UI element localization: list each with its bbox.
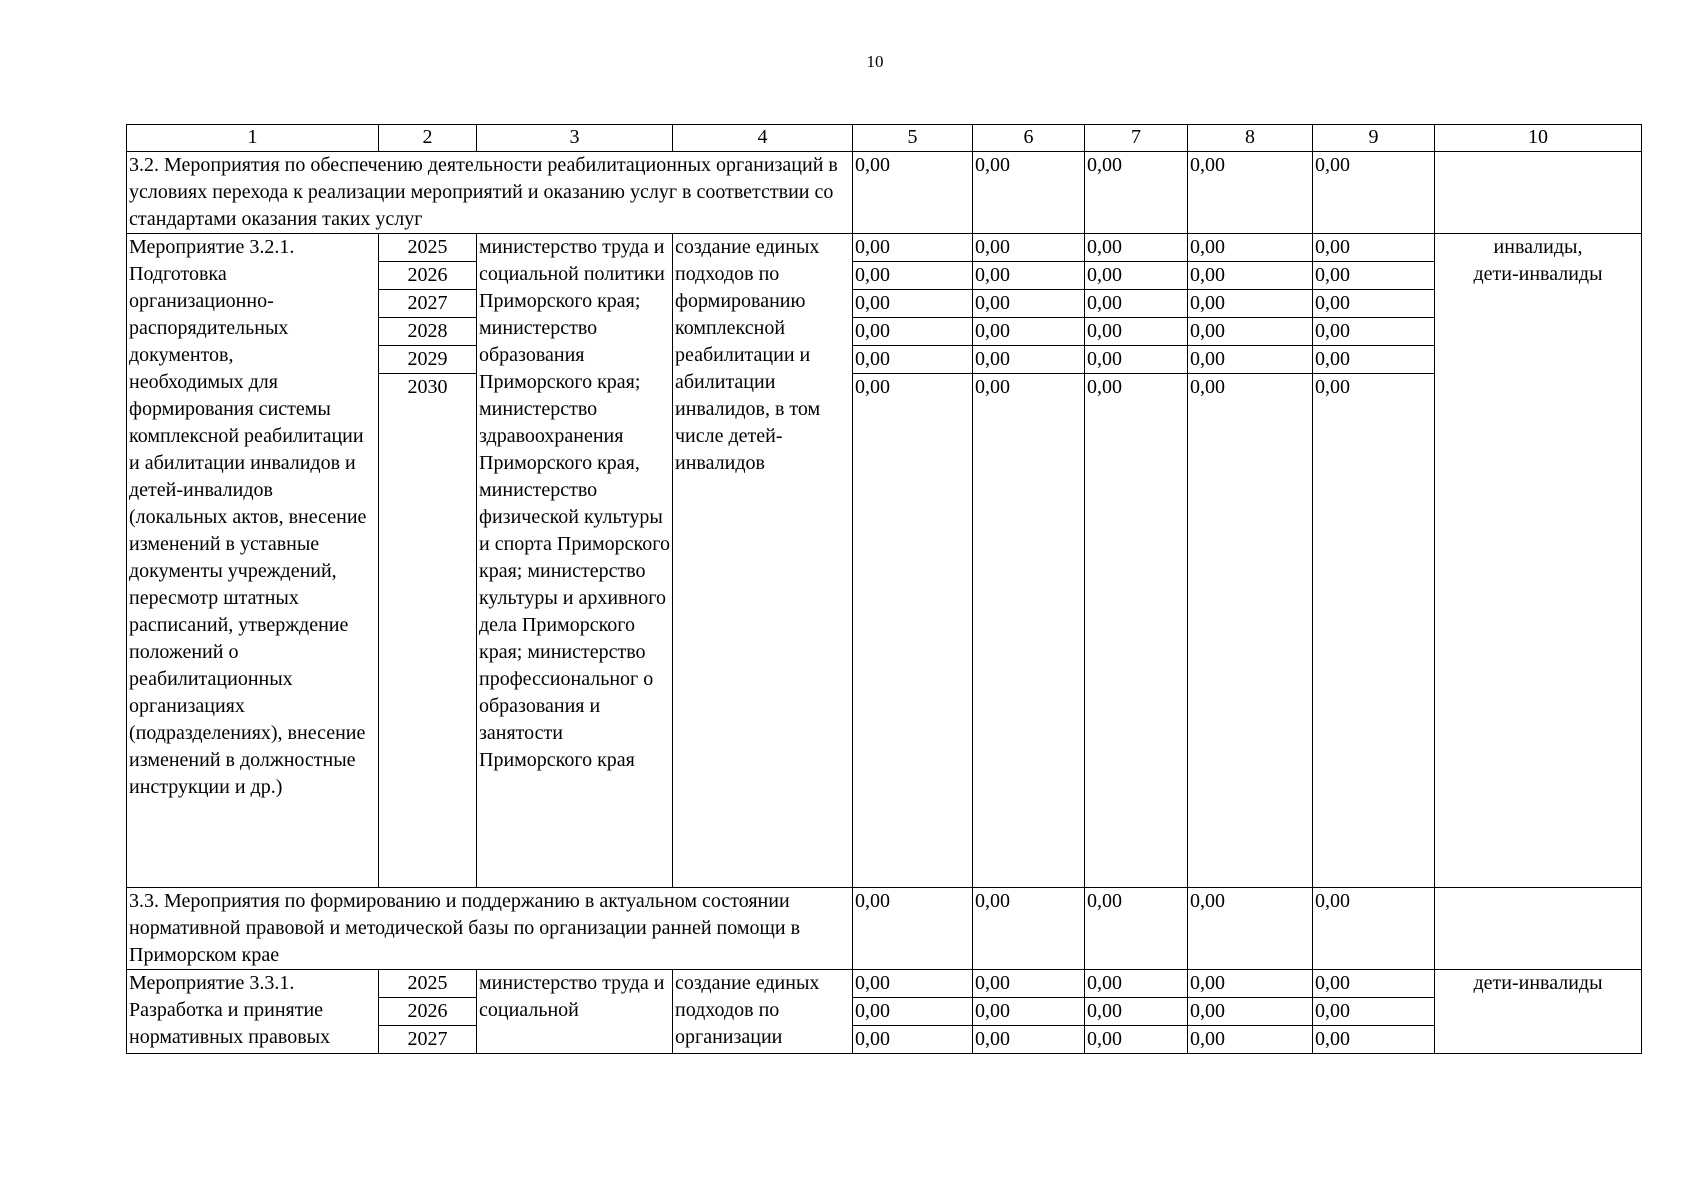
empty-cell xyxy=(1435,152,1642,234)
value-cell: 0,00 xyxy=(973,1026,1085,1054)
value-cell: 0,00 xyxy=(1188,234,1313,262)
value-cell: 0,00 xyxy=(1085,234,1188,262)
value-cell: 0,00 xyxy=(1085,888,1188,970)
value-cell: 0,00 xyxy=(853,888,973,970)
value-cell: 0,00 xyxy=(1313,998,1435,1026)
column-number: 7 xyxy=(1085,125,1188,152)
column-number-row xyxy=(127,125,1642,152)
year-cell: 2027 xyxy=(379,290,477,318)
value-cell: 0,00 xyxy=(1188,152,1313,234)
target-group-cell: инвалиды, дети-инвалиды xyxy=(1435,234,1642,888)
value-cell: 0,00 xyxy=(1085,998,1188,1026)
section-title: 3.3. Мероприятия по формированию и поддержанию в актуальном состоянии нормативной правовой и методической базы по организации ранней помощи в Приморском крае xyxy=(127,888,853,970)
year-cell: 2026 xyxy=(379,998,477,1026)
value-cell: 0,00 xyxy=(1313,970,1435,998)
value-cell: 0,00 xyxy=(1313,290,1435,318)
year-cell: 2026 xyxy=(379,262,477,290)
value-cell: 0,00 xyxy=(853,152,973,234)
value-cell: 0,00 xyxy=(853,290,973,318)
value-cell: 0,00 xyxy=(1313,888,1435,970)
column-number: 3 xyxy=(477,125,673,152)
value-cell: 0,00 xyxy=(1188,346,1313,374)
program-table xyxy=(126,124,1642,1054)
value-cell: 0,00 xyxy=(1313,374,1435,888)
value-cell: 0,00 xyxy=(1188,888,1313,970)
year-cell: 2025 xyxy=(379,970,477,998)
section-title: 3.2. Мероприятия по обеспечению деятельности реабилитационных организаций в условиях перехода к реализации мероприятий и оказанию услуг в соответствии со стандартами оказания таких услуг xyxy=(127,152,853,234)
year-cell: 2028 xyxy=(379,318,477,346)
value-cell: 0,00 xyxy=(973,374,1085,888)
value-cell: 0,00 xyxy=(973,318,1085,346)
target-group-cell: дети-инвалиды xyxy=(1435,970,1642,1054)
year-cell: 2030 xyxy=(379,374,477,888)
value-cell: 0,00 xyxy=(1085,262,1188,290)
value-cell: 0,00 xyxy=(973,888,1085,970)
column-number: 10 xyxy=(1435,125,1642,152)
column-number: 8 xyxy=(1188,125,1313,152)
executor-cell: министерство труда и социальной xyxy=(477,970,673,1054)
measure-row xyxy=(127,234,1642,262)
value-cell: 0,00 xyxy=(853,970,973,998)
year-cell: 2027 xyxy=(379,1026,477,1054)
value-cell: 0,00 xyxy=(853,1026,973,1054)
value-cell: 0,00 xyxy=(973,234,1085,262)
value-cell: 0,00 xyxy=(973,970,1085,998)
value-cell: 0,00 xyxy=(1085,318,1188,346)
value-cell: 0,00 xyxy=(1313,1026,1435,1054)
result-cell: создание единых подходов по организации xyxy=(673,970,853,1054)
value-cell: 0,00 xyxy=(1085,374,1188,888)
value-cell: 0,00 xyxy=(1188,374,1313,888)
value-cell: 0,00 xyxy=(1085,346,1188,374)
value-cell: 0,00 xyxy=(1188,998,1313,1026)
measure-row xyxy=(127,970,1642,998)
value-cell: 0,00 xyxy=(853,998,973,1026)
column-number: 2 xyxy=(379,125,477,152)
value-cell: 0,00 xyxy=(1188,318,1313,346)
section-row xyxy=(127,152,1642,234)
empty-cell xyxy=(1435,888,1642,970)
year-cell: 2025 xyxy=(379,234,477,262)
value-cell: 0,00 xyxy=(973,262,1085,290)
value-cell: 0,00 xyxy=(1085,970,1188,998)
value-cell: 0,00 xyxy=(1188,1026,1313,1054)
value-cell: 0,00 xyxy=(1085,290,1188,318)
column-number: 6 xyxy=(973,125,1085,152)
value-cell: 0,00 xyxy=(853,262,973,290)
value-cell: 0,00 xyxy=(973,346,1085,374)
value-cell: 0,00 xyxy=(973,152,1085,234)
value-cell: 0,00 xyxy=(853,318,973,346)
year-cell: 2029 xyxy=(379,346,477,374)
value-cell: 0,00 xyxy=(1313,318,1435,346)
value-cell: 0,00 xyxy=(1085,1026,1188,1054)
value-cell: 0,00 xyxy=(1313,152,1435,234)
value-cell: 0,00 xyxy=(1313,346,1435,374)
measure-name: Мероприятие 3.2.1. Подготовка организационно- распорядительных документов, необходимых для формирования системы комплексной реабилитации и абилитации инвалидов и детей-инвалидов (локальных актов, внесение изменений в уставные документы учреждений, пересмотр штатных расписаний, утверждение положений о реабилитационных организациях (подразделениях), внесение изменений в должностные инструкции и др.) xyxy=(127,234,379,888)
value-cell: 0,00 xyxy=(853,374,973,888)
value-cell: 0,00 xyxy=(1188,290,1313,318)
value-cell: 0,00 xyxy=(1313,234,1435,262)
section-row xyxy=(127,888,1642,970)
value-cell: 0,00 xyxy=(973,290,1085,318)
value-cell: 0,00 xyxy=(853,234,973,262)
value-cell: 0,00 xyxy=(1188,262,1313,290)
result-cell: создание единых подходов по формированию комплексной реабилитации и абилитации инвалидов, в том числе детей-инвалидов xyxy=(673,234,853,888)
value-cell: 0,00 xyxy=(973,998,1085,1026)
value-cell: 0,00 xyxy=(1313,262,1435,290)
column-number: 4 xyxy=(673,125,853,152)
column-number: 9 xyxy=(1313,125,1435,152)
value-cell: 0,00 xyxy=(853,346,973,374)
column-number: 1 xyxy=(127,125,379,152)
measure-name: Мероприятие 3.3.1. Разработка и принятие нормативных правовых xyxy=(127,970,379,1054)
executor-cell: министерство труда и социальной политики Приморского края; министерство образования Приморского края; министерство здравоохранения Приморского края, министерство физической культуры и спорта Приморского края; министерство культуры и архивного дела Приморского края; министерство профессиональног о образования и занятости Приморского края xyxy=(477,234,673,888)
page-number: 10 xyxy=(866,52,884,71)
value-cell: 0,00 xyxy=(1188,970,1313,998)
column-number: 5 xyxy=(853,125,973,152)
value-cell: 0,00 xyxy=(1085,152,1188,234)
